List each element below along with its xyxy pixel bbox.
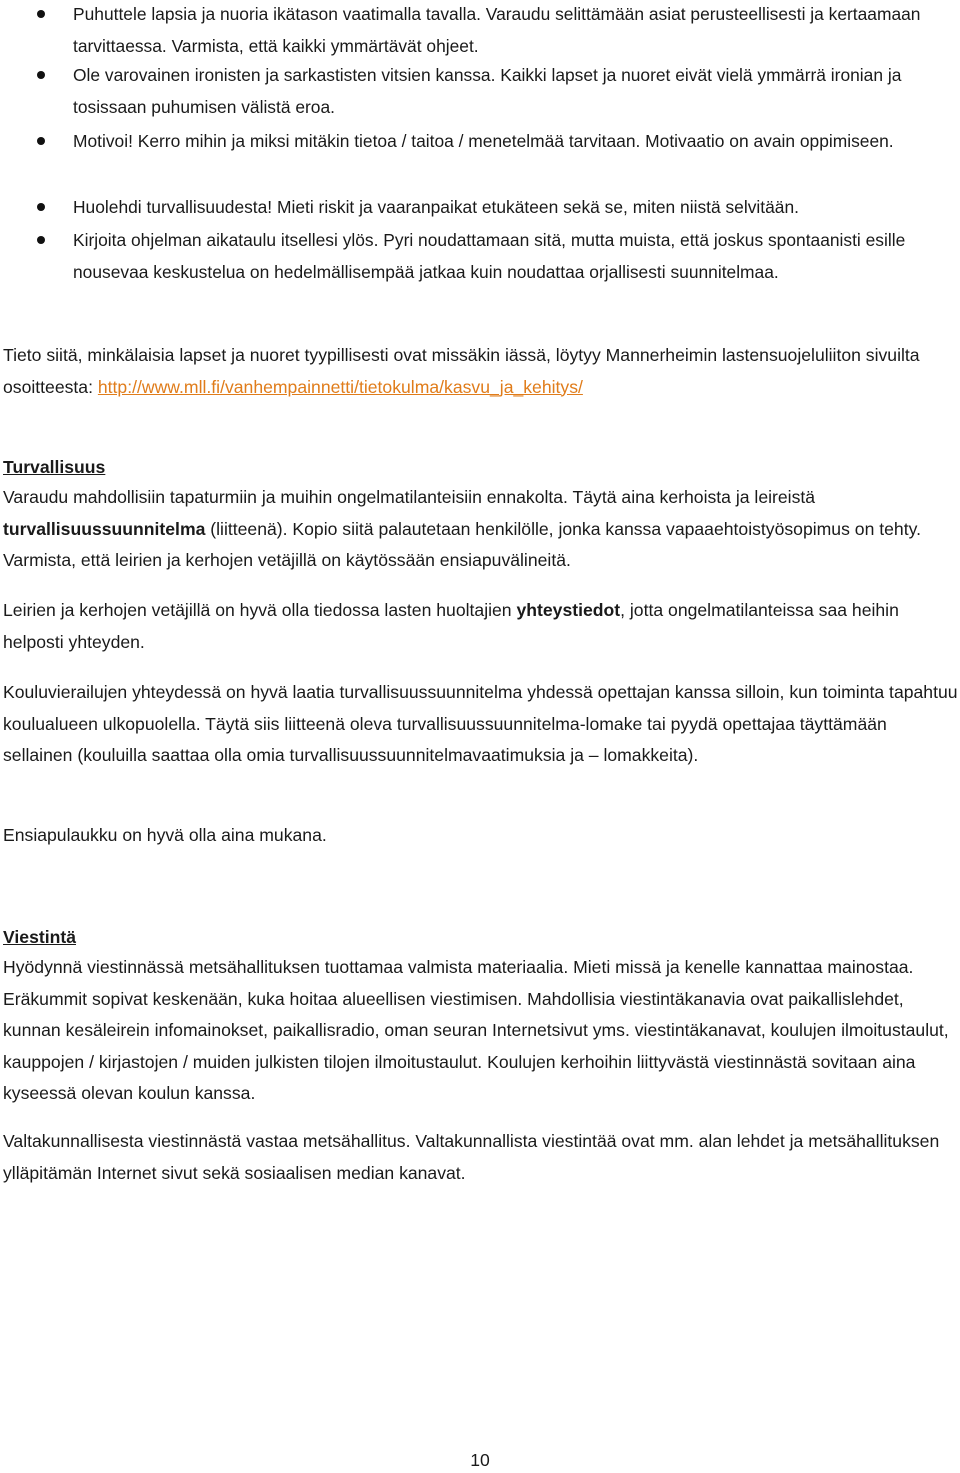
safety-paragraph-4: Ensiapulaukku on hyvä olla aina mukana. bbox=[3, 825, 327, 845]
communication-paragraph-2: Valtakunnallisesta viestinnästä vastaa metsähallitus. Valtakunnallista viestintää ovat mm. alan lehdet ja metsähallituksen ylläpitämän Internet sivut sekä sosiaalisen median kanavat. bbox=[3, 1131, 940, 1183]
safety-p2-text-cont: , jotta ongelmatilanteissa saa heihin helposti yhteyden. bbox=[3, 600, 899, 652]
bullet-icon bbox=[37, 137, 45, 145]
bullet-icon bbox=[37, 236, 45, 244]
list-item-text: Huolehdi turvallisuudesta! Mieti riskit ja vaaranpaikat etukäteen sekä se, miten niistä selvitään. bbox=[73, 197, 799, 217]
info-text: Tieto siitä, minkälaisia lapset ja nuoret tyypillisesti ovat missäkin iässä, löytyy Mannerheimin lastensuojeluliiton sivuilta osoitteesta: bbox=[3, 345, 920, 397]
safety-heading: Turvallisuus bbox=[3, 457, 106, 477]
list-item bbox=[0, 0, 960, 62]
contact-info-term: yhteystiedot bbox=[516, 600, 621, 620]
info-paragraph bbox=[3, 340, 960, 403]
communication-heading: Viestintä bbox=[3, 927, 77, 947]
safety-plan-term: turvallisuussuunnitelma bbox=[3, 518, 206, 539]
safety-paragraph-2 bbox=[3, 595, 960, 658]
safety-p2-text: Leirien ja kerhojen vetäjillä on hyvä olla tiedossa lasten huoltajien bbox=[3, 600, 517, 620]
mll-link[interactable]: http://www.mll.fi/vanhempainnetti/tietokulma/kasvu_ja_kehitys/ bbox=[97, 376, 583, 397]
list-item-text: Motivoi! Kerro mihin ja miksi mitäkin tietoa / taitoa / menetelmää tarvitaan. Motivaatio on avain oppimiseen. bbox=[73, 131, 894, 151]
bullet-icon bbox=[37, 71, 45, 79]
safety-p1-text: Varaudu mahdollisiin tapaturmiin ja muihin ongelmatilanteisiin ennakolta. Täytä aina kerhoista ja leireistä bbox=[3, 487, 816, 507]
list-item-text: Puhuttele lapsia ja nuoria ikätason vaatimalla tavalla. Varaudu selittämään asiat perusteellisesti ja kertaamaan tarvittaessa. Varmista, että kaikki ymmärtävät ohjeet. bbox=[73, 4, 921, 56]
list-item bbox=[0, 125, 960, 157]
list-item bbox=[0, 59, 960, 123]
bullet-icon bbox=[37, 203, 45, 211]
safety-p1-text-cont: (liitteenä). Kopio siitä palautetaan henkilölle, jonka kanssa vapaaehtoistyösopimus on tehty. Varmista, että leirien ja kerhojen vetäjillä on käytössään ensiapuvälineitä. bbox=[3, 518, 921, 570]
bullet-icon bbox=[37, 10, 45, 18]
page-number: 10 bbox=[470, 1450, 490, 1470]
list-item bbox=[0, 191, 960, 223]
list-item-text: Ole varovainen ironisten ja sarkastisten vitsien kanssa. Kaikki lapset ja nuoret eivät vielä ymmärrä ironian ja tosissaan puhumisen välistä eroa. bbox=[73, 65, 902, 117]
communication-paragraph-1: Hyödynnä viestinnässä metsähallituksen tuottamaa valmista materiaalia. Mieti missä ja kenelle kannattaa mainostaa. Eräkummit sopivat keskenään, kuka hoitaa alueellisen viestimisen. Mahdollisia viestintäkanavia ovat paikallislehdet, kunnan kesäleirein infomainokset, paikallisradio, oman seuran Internetsivut yms. viestintäkanavat, koulujen ilmoitustaulut, kauppojen / kirjastojen / muiden julkisten tilojen ilmoitustaulut. Koulujen kerhoihin liittyvästä viestinnästä sovitaan aina kyseessä olevan koulun kanssa. bbox=[3, 957, 949, 1103]
safety-paragraph-1 bbox=[3, 482, 960, 577]
list-item bbox=[0, 224, 960, 288]
list-item-text: Kirjoita ohjelman aikataulu itsellesi ylös. Pyri noudattamaan sitä, mutta muista, että joskus spontaanisti esille nousevaa keskustelua on hedelmällisempää jatkaa kuin noudattaa orjallisesti suunnitelmaa. bbox=[73, 230, 906, 282]
safety-paragraph-3: Kouluvierailujen yhteydessä on hyvä laatia turvallisuussuunnitelma yhdessä opettajan kanssa silloin, kun toiminta tapahtuu koulualueen ulkopuolella. Täytä siis liitteenä oleva turvallisuussuunnitelma-lomake tai pyydä opettajaa täyttämään sellainen (kouluilla saattaa olla omia turvallisuussuunnitelmavaatimuksia ja – lomakkeita). bbox=[3, 682, 958, 765]
